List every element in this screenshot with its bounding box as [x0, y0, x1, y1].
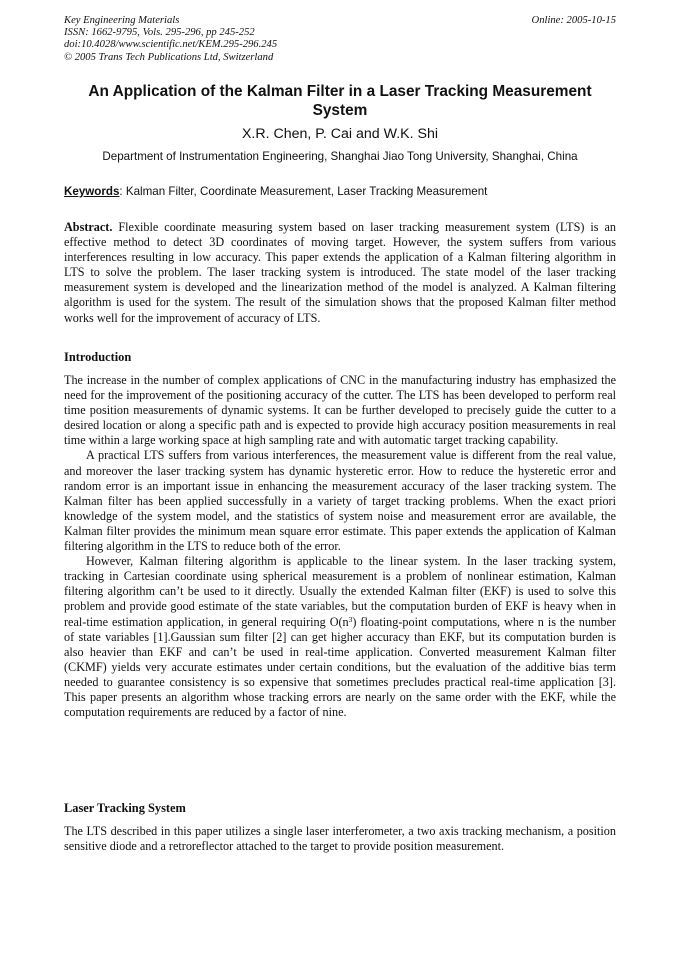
laser-tracking-heading: Laser Tracking System [64, 801, 186, 815]
abstract-text: Flexible coordinate measuring system based on laser tracking measurement system (LTS) is an effective method to detect 3D coordinates of moving target. However, the system suffers from various interferences resulting in low accuracy. This paper extends the application of a Kalman filtering algorithm in LTS to solve the problem. The laser tracking system is introduced. The state model of the laser tracking measurement system is developed and the linearization method of the model is analyzed. A Kalman filtering algorithm is used for the system. The result of the simulation shows that the proposed Kalman filter method works well for the improvement of accuracy of LTS. [64, 220, 616, 325]
keywords-label: Keywords [64, 185, 120, 198]
introduction-heading: Introduction [64, 350, 132, 364]
journal-copyright: © 2005 Trans Tech Publications Ltd, Switzerland [64, 51, 274, 63]
abstract-label: Abstract. [64, 220, 113, 234]
journal-issn: ISSN: 1662-9795, Vols. 295-296, pp 245-252 [64, 27, 255, 39]
journal-header [64, 15, 616, 64]
laser-tracking-section [64, 824, 616, 854]
lts-paragraph-1: The LTS described in this paper utilizes a single laser interferometer, a two axis tracking mechanism, a position sensitive diode and a retroreflector attached to the target to provide position measurement. [64, 824, 616, 854]
online-date: Online: 2005-10-15 [531, 15, 616, 26]
journal-doi: doi:10.4028/www.scientific.net/KEM.295-296.245 [64, 39, 278, 51]
intro-paragraph-3-part-b: ) floating-point computations, where n is the number of state variables [1].Gaussian sum filter [2] can get higher accuracy than EKF, but its computation burden is also heavier than EKF and can’t be used in real-time application. Converted measurement Kalman filter (CKMF) yields very accurate estimates under certain conditions, but the evaluation of the additive bias term needed to guarantee consistency is so expensive that sometimes precludes practical real-time application [3]. This paper presents an algorithm whose tracking errors are nearly on the same order with the EKF, while the computation requirements are reduced by a factor of nine. [64, 614, 616, 720]
introduction-section [64, 373, 616, 720]
abstract-paragraph [64, 220, 616, 326]
intro-superscript: 3 [348, 614, 353, 624]
paper-authors: X.R. Chen, P. Cai and W.K. Shi [241, 126, 439, 142]
keywords-text: : Kalman Filter, Coordinate Measurement, Laser Tracking Measurement [119, 185, 488, 198]
intro-paragraph-3-part-a: However, Kalman filtering algorithm is applicable to the linear system. In the laser tracking system, tracking in Cartesian coordinate using spherical measurement is a problem of nonlinear estimation, Kalman filtering algorithm can’t be used to it directly. Usually the extended Kalman filter (EKF) is used to solve this problem and provide good estimate of the state variables, but the computation burden of EKF is heavy when in real-time estimation application, in general requiring O(n [64, 554, 616, 629]
journal-name: Key Engineering Materials [64, 15, 180, 26]
intro-paragraph-2: A practical LTS suffers from various interferences, the measurement value is different from the real value, and moreover the laser tracking system has dynamic hysteretic error. How to reduce the hysteretic error and random error is an important issue in enhancing the measurement accuracy of the laser tracking system. The Kalman filter has been applied successfully in a variety of target tracking problems. When the exact priori knowledge of the system model, and the statistics of system noise and measurement error are available, the Kalman filter provides the minimum mean square error estimate. This paper extends the application of Kalman filtering algorithm in the LTS to reduce both of the error. [64, 448, 616, 554]
paper-title: An Application of the Kalman Filter in a Laser Tracking Measurement System [88, 83, 592, 119]
intro-paragraph-3 [64, 554, 616, 720]
intro-paragraph-1: The increase in the number of complex applications of CNC in the manufacturing industry has emphasized the need for the improvement of the positioning accuracy of the cutter. The LTS has been developed to perform real time position measurements of dynamic systems. It can be further developed to precisely guide the cutter to a desired location or along a specific path and is expected to provide high accuracy position measurements in real time within a large working space at high sampling rate and with automatic target tracking capability. [64, 373, 616, 448]
author-affiliation: Department of Instrumentation Engineering, Shanghai Jiao Tong University, Shanghai, China [102, 150, 578, 163]
keywords-line [64, 184, 616, 199]
